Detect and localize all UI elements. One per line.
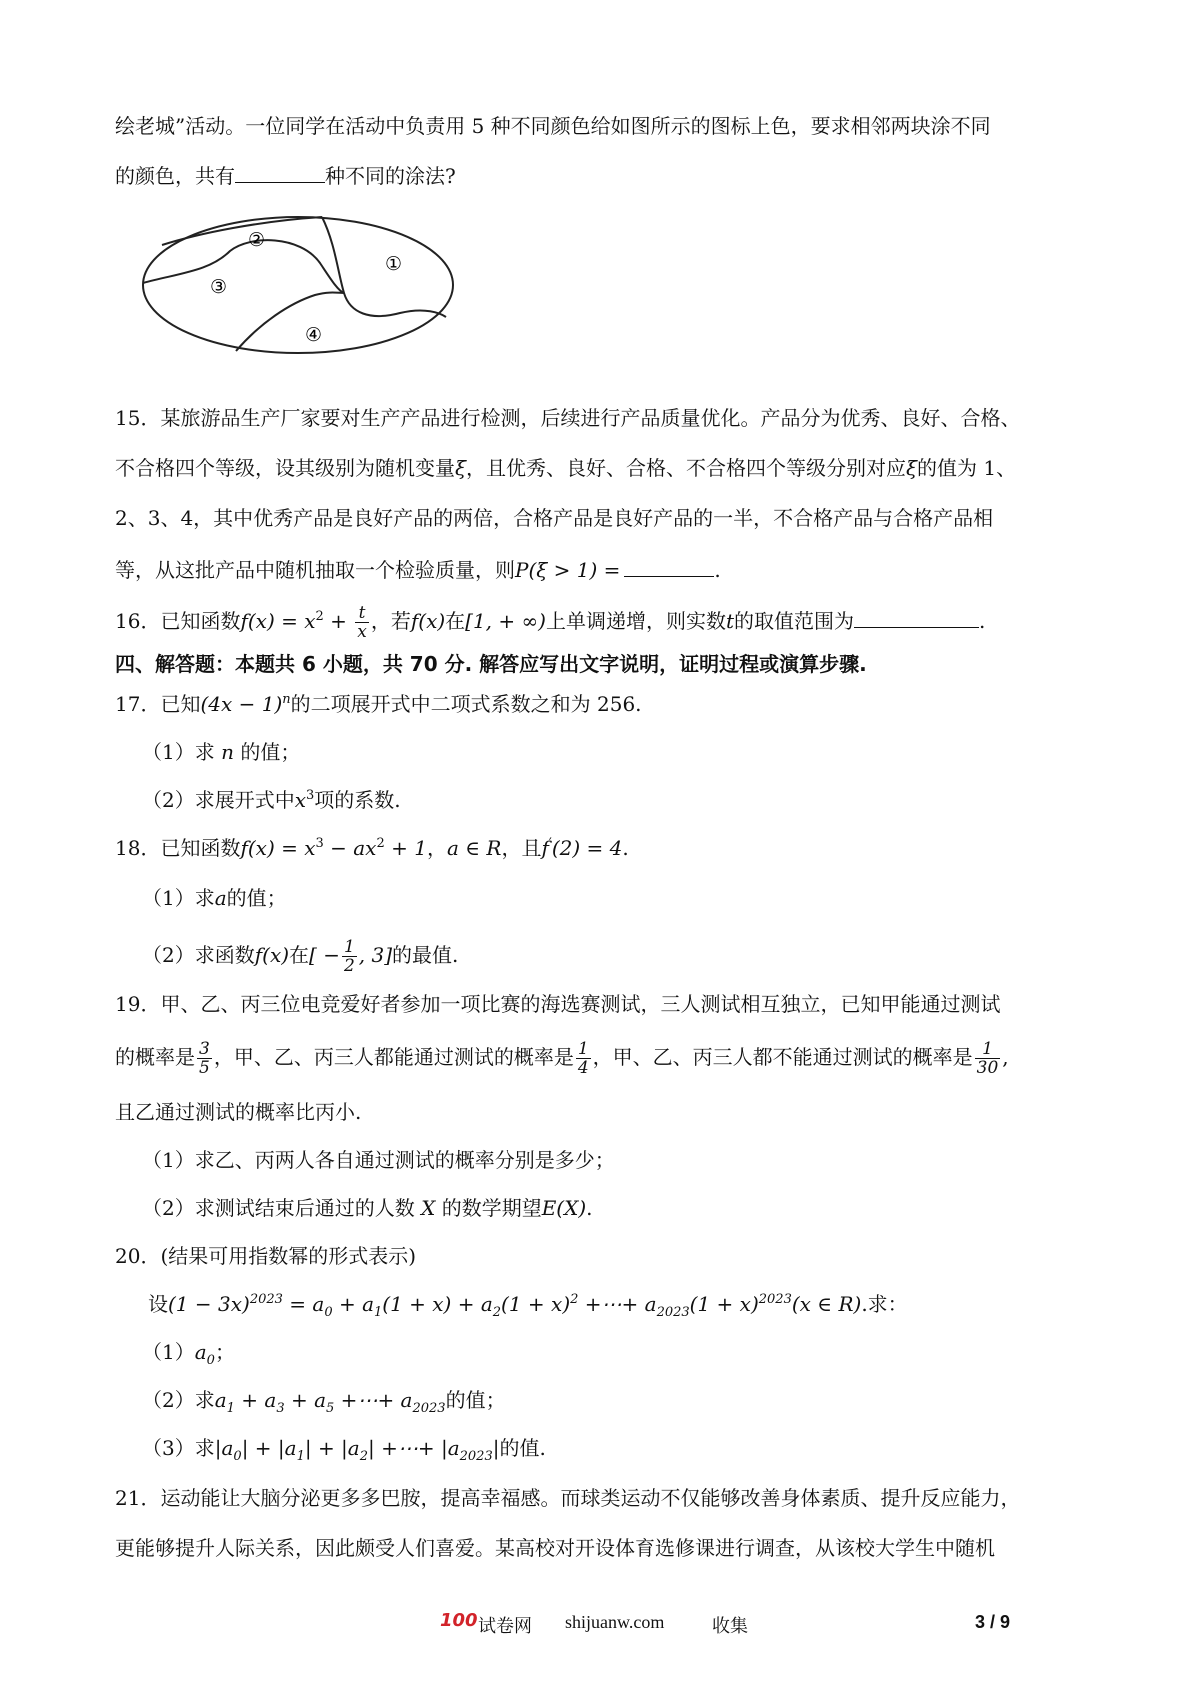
p20-line1: 20．(结果可用指数幂的形式表示) <box>115 1244 417 1268</box>
p17-n: n <box>221 740 234 764</box>
p15-line1: 15．某旅游品生产厂家要对生产产品进行检测，后续进行产品质量优化。产品分为优秀、良好、合格、 <box>115 406 1021 430</box>
region-label-1: ① <box>385 253 403 275</box>
p19-line1: 19．甲、乙、丙三位电竞爱好者参加一项比赛的海选赛测试，三人测试相互独立，已知甲能通过测试 <box>115 992 1001 1016</box>
p15-text-d: 等，从这批产品中随机抽取一个检验质量，则 <box>115 558 515 582</box>
page-number: 3 / 9 <box>975 1612 1011 1632</box>
p20-q3-a: （3）求 <box>142 1436 215 1460</box>
p19-frac-3: $\frac{1}{30}$ <box>976 1039 999 1078</box>
p16-line: 16．已知函数$f(x) = x^2$ + $\frac{t}{x}$ ，若f(x)在[1, + ∞)上单调递增，则实数t的取值范围为 . <box>115 603 986 642</box>
p15-line3: 2、3、4，其中优秀产品是良好产品的两倍，合格产品是良好产品的一半，不合格产品与合格产品相 <box>115 506 994 530</box>
p19-text-a: 的概率是 <box>115 1045 195 1069</box>
p16-interval: [1, + ∞) <box>465 609 546 633</box>
p20-q3-b: 的值. <box>499 1436 546 1460</box>
p18-a-var: a <box>214 886 227 910</box>
p15-line4: 等，从这批产品中随机抽取一个检验质量，则P(ξ > 1) = . <box>115 554 721 584</box>
p19-X: X <box>421 1196 436 1220</box>
section-heading: 四、解答题：本题共 6 小题，共 70 分. 解答应写出文字说明，证明过程或演算步骤. <box>115 652 867 676</box>
p16-den: x <box>357 622 367 642</box>
p16-text-b: ，若 <box>370 609 411 633</box>
site-logo: 100 <box>440 1610 478 1631</box>
p20-q3 <box>142 1434 546 1462</box>
p17-q2-a: （2）求展开式中 <box>142 788 295 812</box>
p17-q1-a: （1）求 <box>142 740 215 764</box>
p16-text-c: 在 <box>445 609 466 633</box>
p18-aR: a ∈ R <box>446 836 502 860</box>
p17-text-a: 17．已知 <box>115 692 201 716</box>
p15-line2 <box>115 454 1016 482</box>
p19-q2: （2）求测试结束后通过的人数 X 的数学期望E(X). <box>142 1196 593 1220</box>
p20-abs-sum: $|a_0| + |a_1| + |a_2|$ +⋯+ $|a_{2023}|$ <box>214 1436 500 1464</box>
p21-line2: 更能够提升人际关系，因此颇受人们喜爱。某高校对开设体育选修课进行调查，从该校大学生中随机 <box>115 1536 995 1560</box>
p20-equation: $(1 - 3x)^{2023} = a_0 + a_1(1 + x) + a_2(1 + x)^2$ +⋯+ $a_{2023}(1 + x)^{2023}(x$ ∈ R) <box>168 1292 862 1320</box>
p20-q2-a: （2）求 <box>142 1388 215 1412</box>
p16-fraction <box>355 604 369 641</box>
p20-q2 <box>142 1386 506 1414</box>
p14-text-b: 种不同的涂法? <box>325 164 456 188</box>
p17-stem <box>115 690 642 718</box>
p19-line2: 的概率是 $\frac{3}{5}$ ，甲、乙、丙三人都能通过测试的概率是 $\frac{1}{4}$ ，甲、乙、丙三人都不能通过测试的概率是 $\frac{1}{30}$ , <box>115 1039 1009 1078</box>
p18-q2-c: 的最值. <box>392 943 459 967</box>
p18-q1-a: （1）求 <box>142 886 215 910</box>
p20-set: 设 <box>148 1292 168 1316</box>
p18-q2-fx: f(x) <box>254 943 290 967</box>
p16-plus: + <box>323 609 354 633</box>
p19-text-b: ，甲、乙、丙三人都能通过测试的概率是 <box>213 1045 574 1069</box>
p18-int-b: , 3] <box>358 943 393 967</box>
p17-q2-b: 项的系数. <box>314 788 401 812</box>
p20-q1-label: （1） <box>142 1340 195 1364</box>
p16-fx2: f(x) <box>410 609 446 633</box>
p20-a0: $a_0$ <box>194 1340 215 1368</box>
site-name: 试卷网 <box>478 1616 532 1637</box>
p20-q2-b: 的值； <box>445 1388 506 1412</box>
p18-q2-b: 在 <box>289 943 310 967</box>
p20-q1: $(1)a_0$； <box>142 1340 235 1368</box>
p16-text-e: 的取值范围为 <box>734 609 855 633</box>
p17-q1 <box>142 738 300 766</box>
p15-text-c: 的值为 1、 <box>917 456 1017 480</box>
xi-symbol: ξ <box>455 456 467 480</box>
p18-text-c: ，且 <box>501 836 542 860</box>
p17-exp-n: n <box>282 692 291 707</box>
p18-end: + 1 <box>384 836 427 860</box>
p20-stem: 设$(1 - 3x)^{2023} = a_0 + a_1(1 + x) + a_2(1 + x)^2$ +⋯+ $a_{2023}(1 + x)^{2023}(x$ ∈ R).求： <box>148 1292 908 1320</box>
region-label-2: ② <box>248 229 266 251</box>
p18-stem: 18．已知函数$f(x) = x^3 - ax^2 + 1$，a ∈ R，且f′(2) = 4. <box>115 836 629 860</box>
p17-x: x <box>294 788 307 812</box>
p21-line1: 21．运动能让大脑分泌更多多巴胺，提高幸福感。而球类运动不仅能够改善身体素质、提升反应能力， <box>115 1486 1021 1510</box>
figure-boundary-2 <box>322 217 446 317</box>
p15-math: P(ξ > 1) = <box>515 558 621 582</box>
site-domain[interactable]: shijuanw.com <box>565 1612 665 1632</box>
p17-expr: (4x − 1) <box>200 692 283 716</box>
xi-symbol-2: ξ <box>906 456 918 480</box>
p18-fx: f(x) = x <box>240 836 316 860</box>
p19-line3: 且乙通过测试的概率比丙小. <box>115 1100 362 1124</box>
p16-fx: f(x) = x <box>240 609 316 633</box>
p15-text-a: 不合格四个等级，设其级别为随机变量 <box>115 456 455 480</box>
p18-fraction: $\frac{1}{2}$ <box>343 937 355 976</box>
p19-frac-2: $\frac{1}{4}$ <box>577 1039 589 1078</box>
p14-text-a: 的颜色，共有 <box>115 164 235 188</box>
p19-text-c: ，甲、乙、丙三人都不能通过测试的概率是 <box>592 1045 973 1069</box>
p16-t-var: t <box>725 609 735 633</box>
p20-odd-sum: $a_1 + a_3 + a_5$ +⋯+ $a_{2023}$ <box>214 1388 446 1416</box>
p15-text-b: ，且优秀、良好、合格、不合格四个等级分别对应 <box>466 456 907 480</box>
p19-q2-a: （2）求测试结束后通过的人数 <box>142 1196 415 1220</box>
p16-text-a: 16．已知函数 <box>115 609 241 633</box>
p17-q2: （2）求展开式中$x^3$项的系数. <box>142 788 401 812</box>
figure-boundary-3 <box>143 240 344 293</box>
p16-text-d: 上单调递增，则实数 <box>545 609 726 633</box>
p19-EX: E(X) <box>541 1196 587 1220</box>
p18-text-a: 18．已知函数 <box>115 836 241 860</box>
collect-label: 收集 <box>712 1616 748 1637</box>
p18-q1-b: 的值； <box>226 886 287 910</box>
p18-fprime-arg: (2) = 4 <box>551 836 623 860</box>
region-label-4: ④ <box>305 324 323 346</box>
p19-q2-b: 的数学期望 <box>441 1196 542 1220</box>
p17-q1-b: 的值； <box>240 740 301 764</box>
p16-num: t <box>355 604 369 623</box>
figure-boundary-4 <box>236 293 344 352</box>
p14-line1: 绘老城”活动。一位同学在活动中负责用 5 种不同颜色给如图所示的图标上色，要求相邻两块涂不同 <box>115 114 991 138</box>
coloring-figure <box>140 213 460 363</box>
p17-text-b: 的二项展开式中二项式系数之和为 256. <box>290 692 642 716</box>
p18-q1 <box>142 884 287 912</box>
p19-q1: （1）求乙、丙两人各自通过测试的概率分别是多少； <box>142 1148 615 1172</box>
p18-q2-a: （2）求函数 <box>142 943 255 967</box>
answer-blank-15 <box>624 554 714 577</box>
p18-mid: − ax <box>323 836 377 860</box>
p18-q2 <box>142 938 458 975</box>
p18-text-b: ， <box>426 836 447 860</box>
answer-blank-16 <box>854 605 979 628</box>
p18-fprime: f <box>541 836 549 860</box>
answer-blank-14 <box>235 160 325 183</box>
p18-int-a: [ − <box>309 943 340 967</box>
p14-line2 <box>115 160 456 190</box>
p19-frac-1: $\frac{3}{5}$ <box>199 1039 210 1078</box>
region-label-3: ③ <box>210 276 228 298</box>
